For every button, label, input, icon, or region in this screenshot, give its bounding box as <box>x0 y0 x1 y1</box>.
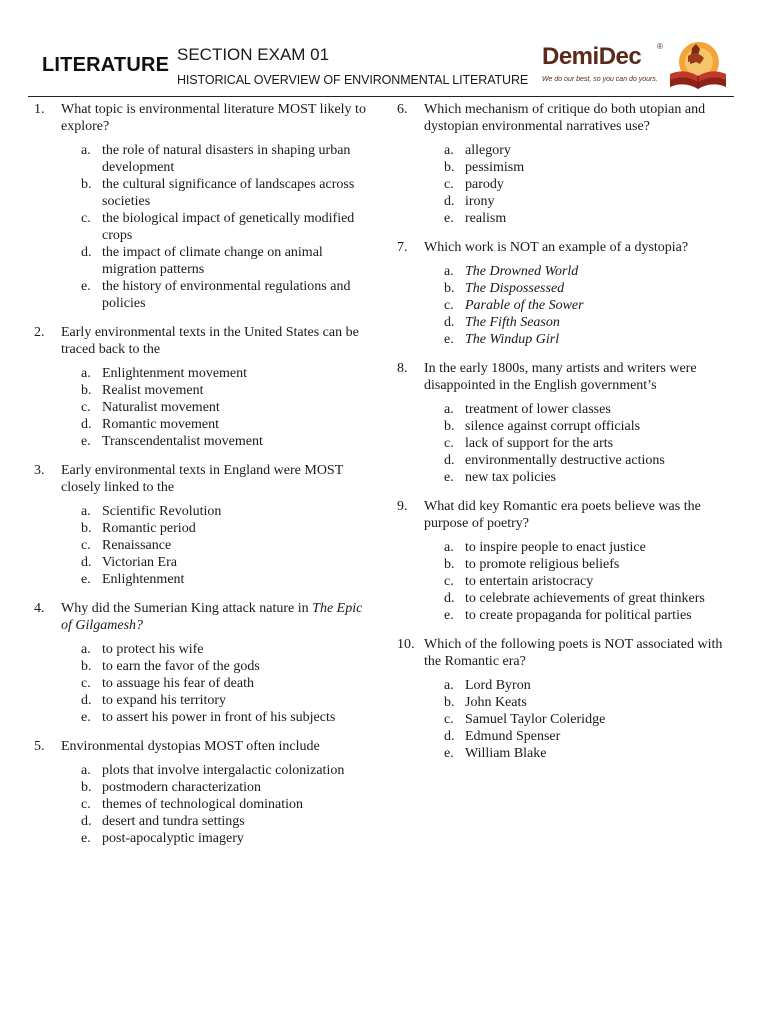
answer-option <box>397 263 737 280</box>
option-text: plots that involve intergalactic colonization <box>102 763 345 778</box>
answer-option <box>34 554 374 571</box>
option-text: Enlightenment movement <box>102 366 248 381</box>
answer-option <box>34 830 374 847</box>
question-stem <box>397 498 737 532</box>
answer-option <box>34 176 374 210</box>
option-letter: e. <box>444 746 454 761</box>
question-text: Why did the Sumerian King attack nature in <box>61 601 309 616</box>
option-letter: a. <box>81 143 91 158</box>
question-text-wrap <box>424 101 737 135</box>
question-number: 1. <box>34 102 45 117</box>
logo-registered-mark: ® <box>657 42 663 51</box>
question-text-title: The Epic of Gilgamesh? <box>61 601 363 633</box>
question-stem <box>34 738 374 755</box>
question-text-wrap <box>61 738 374 755</box>
question-stem <box>397 239 737 256</box>
option-letter: c. <box>81 538 91 553</box>
question-stem <box>34 462 374 496</box>
questions-right-column <box>397 101 737 774</box>
option-letter: b. <box>81 521 92 536</box>
answer-options <box>34 762 374 847</box>
option-text: Enlightenment <box>102 572 185 587</box>
option-text: the cultural significance of landscapes across societies <box>102 177 355 209</box>
answer-option <box>34 813 374 830</box>
answer-options <box>397 677 737 762</box>
option-letter: e. <box>444 332 454 347</box>
option-text: silence against corrupt officials <box>465 419 641 434</box>
option-text: Realist movement <box>102 383 204 398</box>
answer-option <box>34 692 374 709</box>
option-text: John Keats <box>465 695 527 710</box>
question-stem <box>34 600 374 634</box>
option-letter: c. <box>444 712 454 727</box>
answer-option <box>34 433 374 450</box>
option-letter: c. <box>81 797 91 812</box>
option-text: The Windup Girl <box>465 332 560 347</box>
option-letter: e. <box>81 572 91 587</box>
option-letter: b. <box>444 419 455 434</box>
question-item <box>34 462 374 588</box>
option-text: parody <box>465 177 504 192</box>
option-letter: a. <box>444 678 454 693</box>
answer-option <box>397 297 737 314</box>
answer-option <box>397 728 737 745</box>
demidec-logo <box>540 40 730 92</box>
option-letter: c. <box>444 177 454 192</box>
subject-title: LITERATURE <box>42 54 170 76</box>
answer-options <box>34 365 374 450</box>
question-number: 2. <box>34 325 45 340</box>
questions-left-column <box>34 101 374 859</box>
option-letter: c. <box>444 574 454 589</box>
logo-tagline: We do our best, so you can do yours. <box>542 76 658 83</box>
answer-option <box>34 658 374 675</box>
option-letter: b. <box>81 780 92 795</box>
question-item <box>34 324 374 450</box>
logo-wordmark: DemiDec <box>542 43 642 70</box>
option-letter: d. <box>81 417 92 432</box>
answer-option <box>397 573 737 590</box>
question-stem <box>34 324 374 358</box>
option-letter: c. <box>81 211 91 226</box>
option-text: irony <box>465 194 495 209</box>
answer-option <box>397 159 737 176</box>
option-text: to entertain aristocracy <box>465 574 594 589</box>
answer-option <box>397 314 737 331</box>
option-letter: e. <box>81 710 91 725</box>
question-number: 8. <box>397 361 408 376</box>
answer-options <box>397 539 737 624</box>
question-item <box>397 360 737 486</box>
question-text: Early environmental texts in the United States can be traced back to the <box>61 325 359 357</box>
header-divider <box>28 96 734 97</box>
question-item <box>34 600 374 726</box>
option-text: pessimism <box>465 160 525 175</box>
option-letter: d. <box>444 729 455 744</box>
question-text-wrap <box>61 600 374 634</box>
option-letter: b. <box>81 177 92 192</box>
answer-option <box>34 537 374 554</box>
option-text: themes of technological domination <box>102 797 304 812</box>
option-text: lack of support for the arts <box>465 436 614 451</box>
option-letter: a. <box>81 504 91 519</box>
question-text-wrap <box>424 239 737 256</box>
answer-option <box>34 709 374 726</box>
option-letter: c. <box>444 436 454 451</box>
option-letter: b. <box>444 160 455 175</box>
option-text: to celebrate achievements of great thinkers <box>465 591 705 606</box>
question-number: 4. <box>34 601 45 616</box>
answer-option <box>397 210 737 227</box>
option-letter: a. <box>444 540 454 555</box>
question-item <box>397 636 737 762</box>
option-text: William Blake <box>465 746 547 761</box>
option-text: Transcendentalist movement <box>102 434 263 449</box>
option-letter: b. <box>444 281 455 296</box>
answer-option <box>397 418 737 435</box>
answer-option <box>34 244 374 278</box>
option-text: to protect his wife <box>102 642 204 657</box>
answer-option <box>397 176 737 193</box>
exam-subtitle: HISTORICAL OVERVIEW OF ENVIRONMENTAL LITERATURE <box>177 73 529 87</box>
option-text: Lord Byron <box>465 678 531 693</box>
option-letter: e. <box>81 434 91 449</box>
option-text: Edmund Spenser <box>465 729 561 744</box>
option-text: to assert his power in front of his subjects <box>102 710 336 725</box>
option-letter: c. <box>81 400 91 415</box>
option-text: The Fifth Season <box>465 315 560 330</box>
exam-title: SECTION EXAM 01 <box>177 45 330 64</box>
option-letter: d. <box>444 315 455 330</box>
option-text: to assuage his fear of death <box>102 676 254 691</box>
option-text: environmentally destructive actions <box>465 453 665 468</box>
option-letter: a. <box>444 402 454 417</box>
question-text: In the early 1800s, many artists and writers were disappointed in the English government’s <box>424 361 697 393</box>
option-text: the role of natural disasters in shaping urban development <box>102 143 351 175</box>
answer-option <box>34 779 374 796</box>
option-text: allegory <box>465 143 511 158</box>
answer-option <box>34 365 374 382</box>
question-number: 5. <box>34 739 45 754</box>
answer-option <box>397 142 737 159</box>
answer-option <box>34 210 374 244</box>
question-number: 7. <box>397 240 408 255</box>
option-text: to inspire people to enact justice <box>465 540 646 555</box>
option-text: the history of environmental regulations and policies <box>102 279 351 311</box>
page-header <box>0 0 768 100</box>
option-text: the biological impact of genetically modified crops <box>102 211 355 243</box>
question-stem <box>34 101 374 135</box>
option-letter: d. <box>444 591 455 606</box>
answer-option <box>34 796 374 813</box>
answer-options <box>397 401 737 486</box>
answer-options <box>397 142 737 227</box>
answer-option <box>397 193 737 210</box>
option-text: Parable of the Sower <box>465 298 584 313</box>
option-text: Scientific Revolution <box>102 504 222 519</box>
answer-option <box>34 520 374 537</box>
answer-options <box>34 641 374 726</box>
option-letter: c. <box>81 676 91 691</box>
option-letter: e. <box>444 608 454 623</box>
option-text: The Drowned World <box>465 264 579 279</box>
option-letter: e. <box>81 831 91 846</box>
option-letter: b. <box>444 557 455 572</box>
question-item <box>397 498 737 624</box>
question-stem <box>397 636 737 670</box>
option-letter: a. <box>81 763 91 778</box>
option-text: post-apocalyptic imagery <box>102 831 244 846</box>
answer-option <box>397 677 737 694</box>
answer-option <box>34 675 374 692</box>
option-letter: d. <box>81 814 92 829</box>
answer-option <box>397 745 737 762</box>
option-text: treatment of lower classes <box>465 402 611 417</box>
answer-option <box>397 590 737 607</box>
answer-option <box>397 280 737 297</box>
answer-option <box>397 694 737 711</box>
answer-option <box>397 556 737 573</box>
answer-option <box>397 539 737 556</box>
option-letter: d. <box>81 245 92 260</box>
option-letter: a. <box>81 366 91 381</box>
option-letter: d. <box>81 693 92 708</box>
option-text: desert and tundra settings <box>102 814 245 829</box>
answer-option <box>34 641 374 658</box>
question-number: 9. <box>397 499 408 514</box>
option-text: Romantic movement <box>102 417 220 432</box>
option-text: The Dispossessed <box>465 281 565 296</box>
answer-option <box>34 762 374 779</box>
option-letter: a. <box>81 642 91 657</box>
question-text: Early environmental texts in England were MOST closely linked to the <box>61 463 344 495</box>
option-text: Victorian Era <box>102 555 177 570</box>
answer-option <box>34 416 374 433</box>
option-letter: e. <box>444 470 454 485</box>
option-letter: d. <box>444 194 455 209</box>
option-text: to earn the favor of the gods <box>102 659 260 674</box>
option-text: to create propaganda for political parties <box>465 608 692 623</box>
question-text-wrap <box>424 360 737 394</box>
answer-options <box>397 263 737 348</box>
answer-option <box>34 278 374 312</box>
question-text: What topic is environmental literature MOST likely to explore? <box>61 102 366 134</box>
option-text: Romantic period <box>102 521 196 536</box>
answer-option <box>34 382 374 399</box>
question-item <box>34 738 374 847</box>
question-stem <box>397 101 737 135</box>
option-letter: b. <box>444 695 455 710</box>
option-text: realism <box>465 211 507 226</box>
answer-options <box>34 503 374 588</box>
question-text: Which mechanism of critique do both utopian and dystopian environmental narratives use? <box>424 102 706 134</box>
question-item <box>34 101 374 312</box>
answer-option <box>397 452 737 469</box>
option-text: Naturalist movement <box>102 400 220 415</box>
option-text: Renaissance <box>102 538 172 553</box>
option-letter: a. <box>444 143 454 158</box>
option-letter: b. <box>81 659 92 674</box>
answer-option <box>34 571 374 588</box>
question-number: 10. <box>397 637 415 652</box>
answer-option <box>34 142 374 176</box>
question-text-wrap <box>61 462 374 496</box>
question-text: Which work is NOT an example of a dystopia? <box>424 240 689 255</box>
option-text: Samuel Taylor Coleridge <box>465 712 606 727</box>
question-number: 6. <box>397 102 408 117</box>
question-number: 3. <box>34 463 45 478</box>
question-text: Environmental dystopias MOST often include <box>61 739 320 754</box>
question-item <box>397 101 737 227</box>
answer-option <box>34 503 374 520</box>
answer-option <box>34 399 374 416</box>
answer-option <box>397 607 737 624</box>
option-text: to promote religious beliefs <box>465 557 620 572</box>
option-text: postmodern characterization <box>102 780 261 795</box>
answer-option <box>397 401 737 418</box>
question-text-wrap <box>61 101 374 135</box>
option-letter: d. <box>81 555 92 570</box>
answer-option <box>397 711 737 728</box>
answer-options <box>34 142 374 312</box>
book-bird-icon <box>666 40 728 92</box>
question-text-wrap <box>424 636 737 670</box>
question-item <box>397 239 737 348</box>
option-letter: b. <box>81 383 92 398</box>
question-text: What did key Romantic era poets believe was the purpose of poetry? <box>424 499 701 531</box>
option-text: to expand his territory <box>102 693 227 708</box>
question-text: Which of the following poets is NOT associated with the Romantic era? <box>424 637 723 669</box>
option-letter: a. <box>444 264 454 279</box>
answer-option <box>397 435 737 452</box>
option-letter: e. <box>444 211 454 226</box>
answer-option <box>397 469 737 486</box>
option-text: the impact of climate change on animal migration patterns <box>102 245 323 277</box>
question-text-wrap <box>61 324 374 358</box>
option-text: new tax policies <box>465 470 556 485</box>
question-stem <box>397 360 737 394</box>
answer-option <box>397 331 737 348</box>
option-letter: e. <box>81 279 91 294</box>
question-text-wrap <box>424 498 737 532</box>
option-letter: c. <box>444 298 454 313</box>
option-letter: d. <box>444 453 455 468</box>
